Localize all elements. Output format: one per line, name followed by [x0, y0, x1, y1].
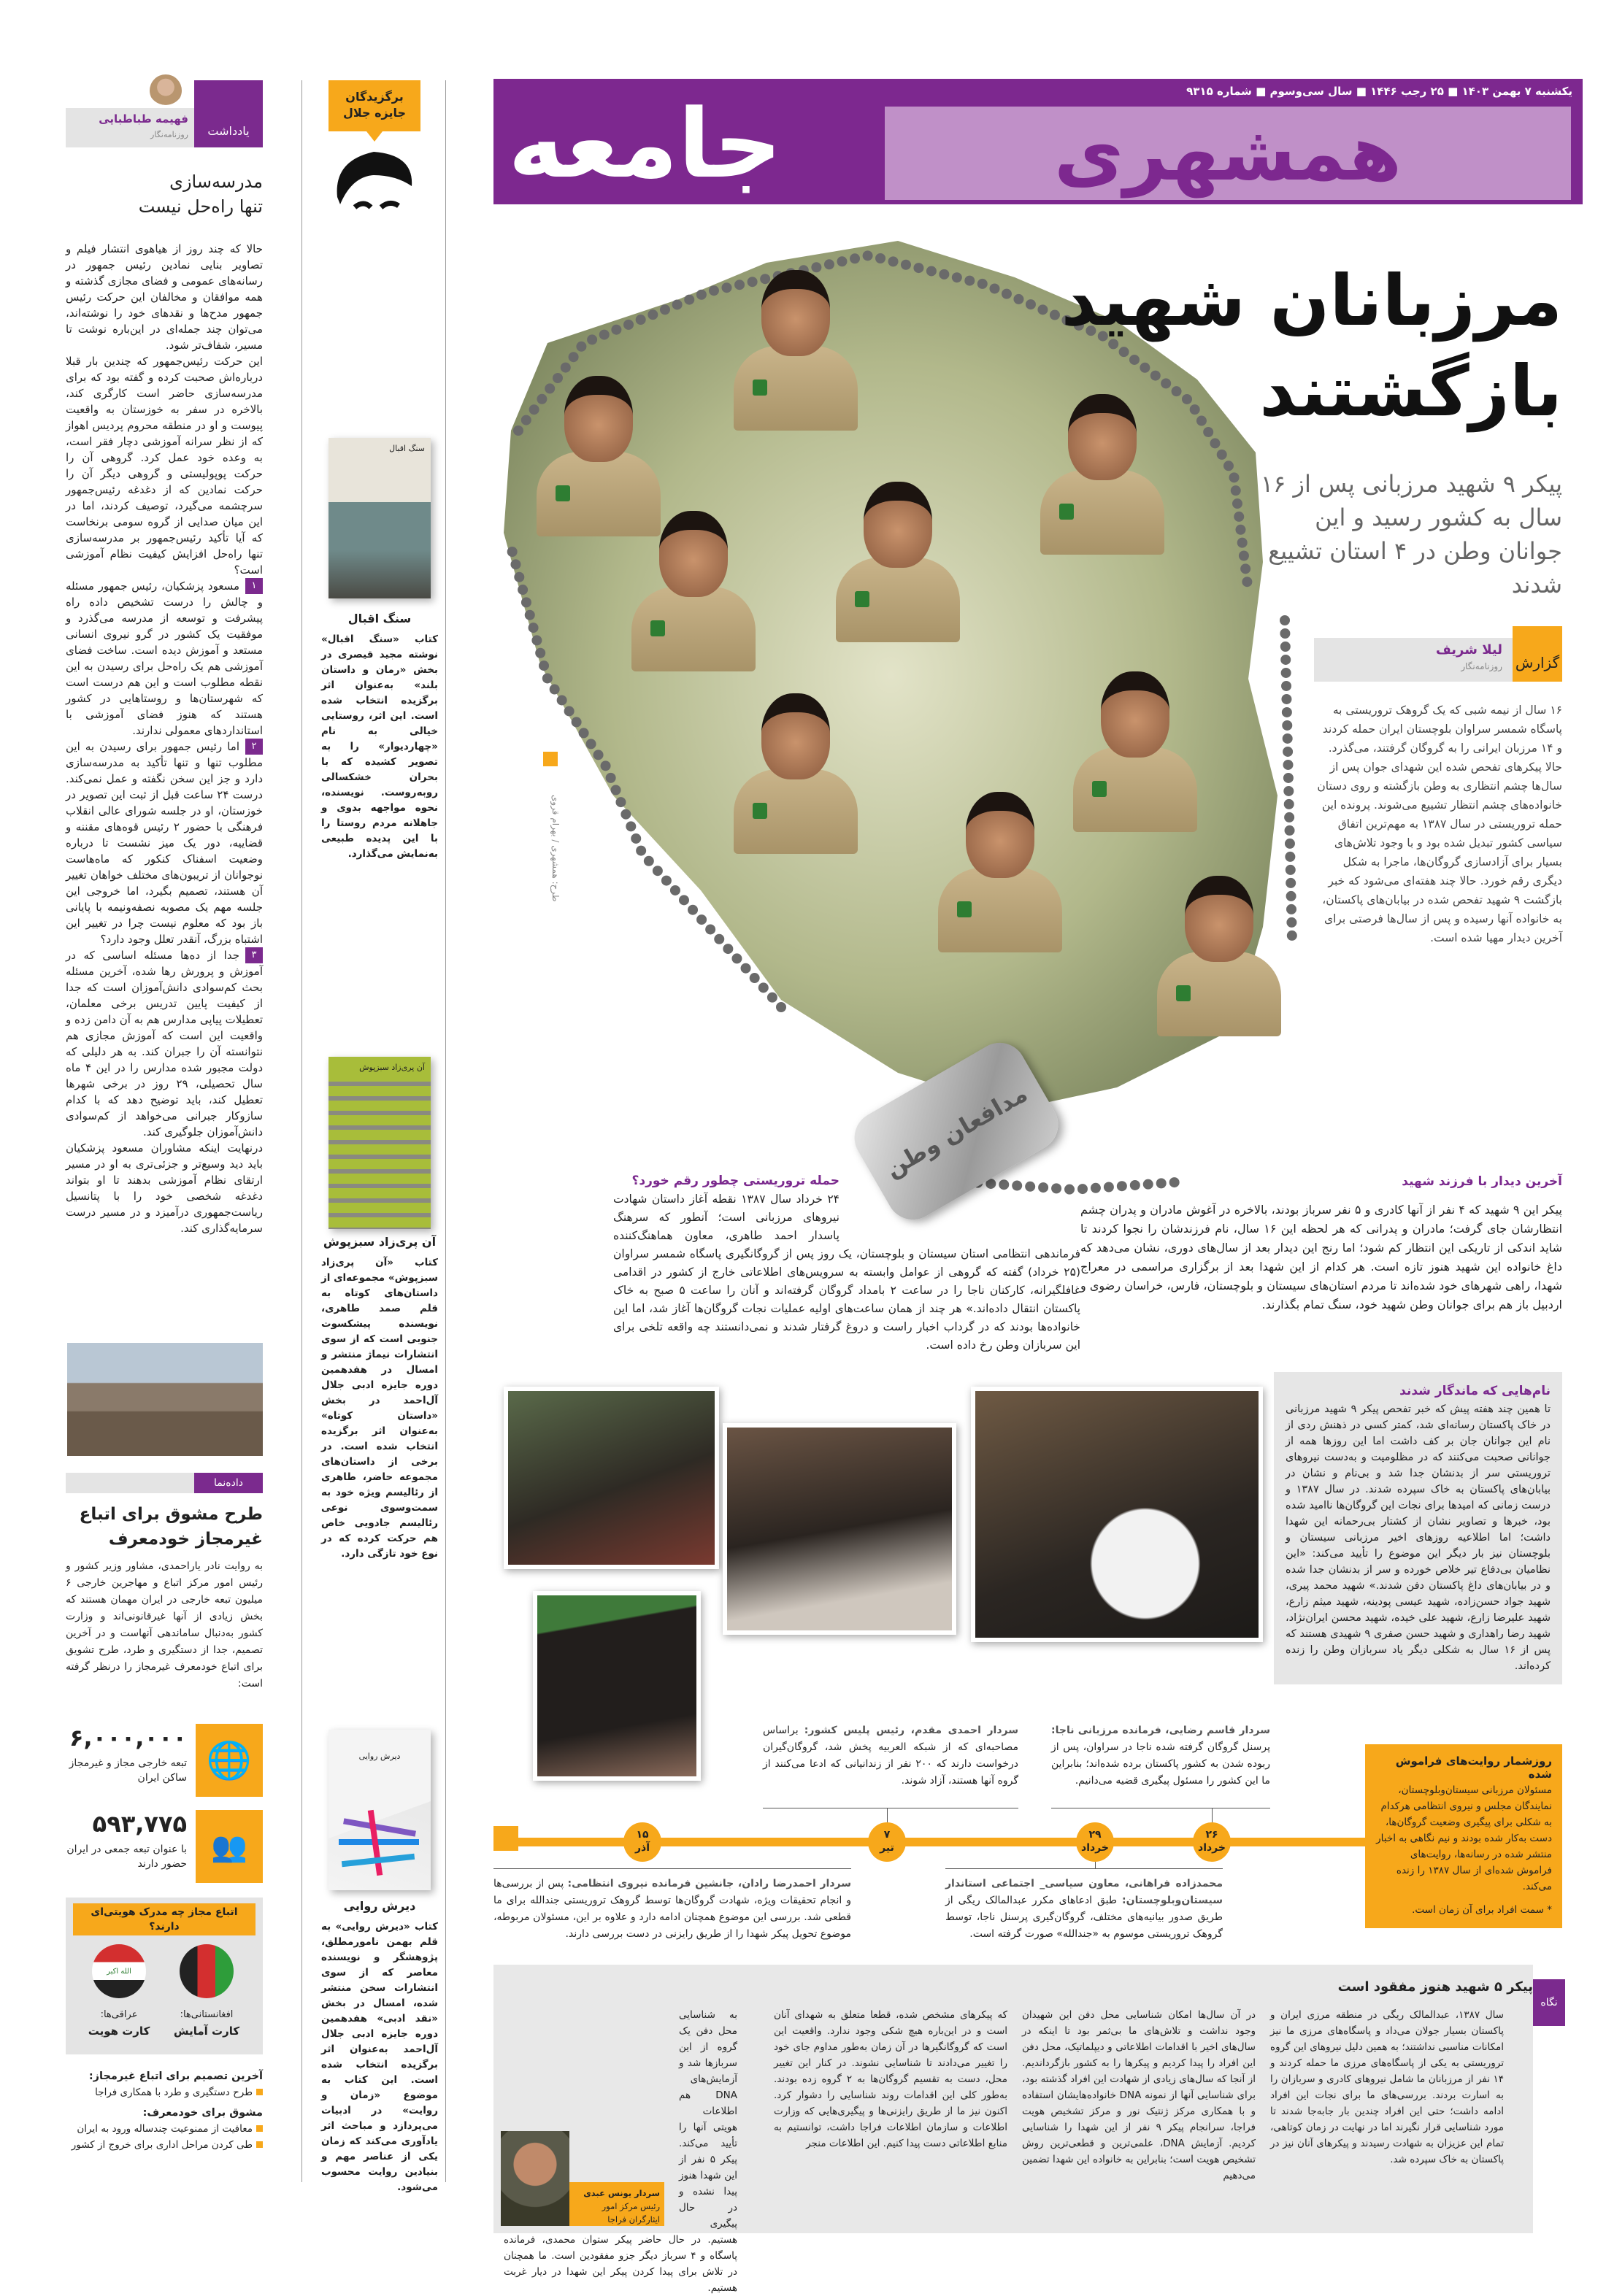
section-label: گزارش	[1513, 626, 1562, 682]
section-label: یادداشت	[194, 80, 263, 147]
note-byline	[66, 108, 194, 147]
timeline-end-marker	[493, 1826, 518, 1851]
paragraph: این حرکت رئیس‌جمهور که چندین بار قبلا درباره‌اش صحبت کرده و گفته بود که برای مدرسه‌سازی حاضر است کارگری کند، بالاخره در سفر به خوزستان به واقعیت پیوست و او در منطقه محروم پردیس اهواز که از نظر سرانه آموزشی دچار فقر است، به وعده خود عمل کرد. گروهی آن را حرکت پوپولیستی و گروهی دیگر آن را حرکت نمادین که از دغدغه رئیس‌جمهور سرچشمه می‌گیرد، توصیف کردند، اما در این میان صدایی از گروه سومی برنخاست که آیا تأکید رئیس‌جمهور بر مدرسه‌سازی تنها راه‌حل افزایش کیفیت نظام آموزشی است؟	[66, 355, 263, 577]
iraq-flag-icon	[92, 1944, 146, 1998]
paragraph-text: پیکر این ۹ شهید که ۴ نفر از آنها کادری و ۵ نفر سرباز بودند، بالاخره در آغوش مادران و پدران چشم انتظارشان جای گرفت؛ مادران و پدرانی که هر لحظه این ۱۶ سال، نام فرزندشان را نجوا کردند تا شاید اندکی از تاریکی این انتظار کم شود؛ اما رنج این دیدار بعد از سال‌های دوری، نشان می‌دهد که داغ خانواده این شهید هنوز تازه است. هر کدام از این شهدا بعد از برگزاری مراسمی در معراج شهدا، راهی شهرهای خود شده‌اند تا مردم استان‌های سیستان و بلوچستان، فارس، خراسان رضوی و اردبیل باز هم برای جوانان وطن شهید خود، سنگ تمام بگذارند.	[1080, 1203, 1563, 1311]
stat-block	[66, 1724, 263, 1797]
date-month: خرداد	[1081, 1842, 1109, 1854]
report-byline	[1314, 638, 1562, 682]
timeline-note: * سمت افراد برای آن زمان است.	[1412, 1904, 1552, 1916]
paragraph-text: به شناسایی محل دفن یک گروه از این سربازها شد و آزمایش‌های DNA هم اطلاعات هویتی آنها را تأیید می‌کند. پیکر ۵ نفر از این شهدا هنوز پیدا نشده و در حال پیگیری هستیم. در حال حاضر پیکر ستوان محمدی، فرمانده پاسگاه و ۴ سرباز دیگر جزو مفقودین است. ما همچنان در تلاش برای پیدا کردن پیکر این شهدا در دیار غربت هستیم.	[504, 2009, 738, 2294]
cover-title: دیرش روایی	[358, 1752, 401, 1761]
caption-name: سردار یونس عبدی	[583, 2188, 660, 2198]
date-line: یکشنبه ۷ بهمن ۱۴۰۳ ■ ۲۵ رجب ۱۴۴۶ ■ سال سی‌وسوم ■ شماره ۹۳۱۵	[1186, 85, 1572, 98]
paragraph: حالا که چند روز از هیاهوی انتشار فیلم و تصاویر بنایی نمادین رئیس جمهور در رسانه‌های عمومی و فضای مجازی گذشته و همه موافقان و مخالفان این حرکت رئیس جمهور مدح‌ها و نقدهای خود را نوشته‌اند، می‌توان چند جمله‌ای در این‌باره نوشت تا مسیر، شفاف‌تر شود.	[66, 242, 263, 352]
dog-tag-text: مدافعان وطن	[880, 1079, 1032, 1183]
timeline-entry	[763, 1722, 1018, 1790]
quote: طبق ادعاهای مکرر عبدالمالک ریگی از طریق صدور بیانیه‌های مختلف، گروگان‌گیری پرسنل ناجا، توسط گروهک تروریستی موسوم به «جندالله» صورت گرفته است.	[945, 1895, 1223, 1940]
group-icon: 👥	[196, 1810, 263, 1883]
policy-list	[66, 2064, 263, 2153]
soldier-portrait	[734, 270, 858, 431]
date-month: تیر	[880, 1842, 894, 1854]
id-documents-box	[66, 1898, 263, 2054]
nationality: افغانستانی‌ها:	[180, 2009, 234, 2020]
book-description: کتاب «دیرش روایی» به قلم بهمن نامورمطلق، پژوهشگر و نویسنده معاصر که از سوی انتشارات سخن منتشر شده، امسال در بخش «نقد ادبی» هفدهمین دوره جایزه ادبی جلال آل‌احمد به‌عنوان اثر برگزیده انتخاب شده است. این کتاب به موضوع «زمان و روایت» در ادبیات می‌پردازد و مباحث اثر یادآوری می‌کند که زمان یکی از عناصر مهم و بنیادین روایت محسوب می‌شود.	[321, 1921, 438, 2193]
book-description: کتاب «آن پری‌زاد سبزپوش» مجموعه‌ای از داستان‌های کوتاه به قلم صمد طاهری، نویسنده پیشکسوت جنوبی است که از سوی انتشارات نیماژ منتشر و امسال در هفدهمین دوره جایزه ادبی جلال آل‌احمد در بخش «داستان کوتاه» به‌عنوان اثر برگزیده انتخاب شده است. در برخی از داستان‌های مجموعه حاضر، طاهری از رئالیسم ویژه خود به سمت‌وسوی نوعی رئالیسم جادویی خاص هم حرکت کرده که در نوع خود تازگی دارد.	[321, 1257, 438, 1560]
section-tab: نگاه	[1533, 1979, 1565, 2026]
divider	[493, 1868, 851, 1869]
quote: پرسنل گروگان گرفته شده ناجا در سراوان، پس از ربوده شدن به کشور پاکستان برده شده‌اند؛ بنابراین ما این کشور را مسئول پیگیری قضیه می‌دانیم.	[1051, 1741, 1270, 1787]
stat-block	[66, 1810, 263, 1883]
president-construction-photo	[67, 1343, 263, 1456]
subsection-title: حمله تروریستی چطور رقم خورد؟	[631, 1174, 840, 1188]
subsection-title: آخرین دیدار با فرزند شهید	[1402, 1174, 1562, 1189]
panel-column: سال ۱۳۸۷، عبدالمالک ریگی در منطقه مرزی ایران و پاکستان بسیار جولان می‌داد و پاسگاه‌های مرزی ما نیز امکانات مناسبی نداشتند؛ به همین دلیل نیروهای این گروه تروریستی به یکی از پاسگاه‌های مرزی ما حمله کردند و ۱۴ نفر از مرزبانان ما شامل نیروهای کادری و سربازان را به اسارت بردند. بررسی‌های ما برای نجات این افراد ادامه داشت؛ حتی این افراد چندین بار جابه‌جا شدند تا مورد شناسایی قرار نگیرند اما در نهایت در زمان کوتاهی، تمام این عزیزان به شهادت رسیدند و پیکرهای آنان نیز در پاکستان به خاک سپرده شد.	[1270, 2009, 1504, 2165]
date-month: خرداد	[1198, 1842, 1226, 1854]
speaker: محمدزاده فراهانی، معاون سیاسی_ اجتماعی استاندار سیستان‌وبلوچستان:	[945, 1878, 1223, 1906]
funeral-photo	[504, 1387, 719, 1569]
point-text: جدا از ده‌ها مسئله اساسی که در آموزش و پرورش رها شده، آخرین مسئله بحث کم‌سوادی دانش‌آموزان است که جدا از کیفیت پایین تدریس برخی معلمان، تعطیلات پیاپی مدارس هم به آن دامن زده و واقعیت این است که آموزش مجازی هم نتوانسته آن را جبران کند. به هر دلیلی که دولت مجبور شده مدارس را در این ۴ ماه سال تحصیلی، ۲۹ روز در برخی شهرها تعطیل کند، باید توضیح دهد که با کدام سازوکار جبرانی می‌خواهد از کم‌سوادی دانش‌آموزان جلوگیری کند.	[66, 949, 263, 1139]
timeline-date	[1076, 1822, 1114, 1862]
report-lead: ۱۶ سال از نیمه شبی که یک گروهک تروریستی به پاسگاه شمسر سراوان بلوچستان ایران حمله کردند و ۱۴ مرزبان ایرانی را به گروگان گرفتند، می‌گذرد. حالا پیکرهای تفحص شده این شهدای جوان پس از سال‌ها چشم انتظاری به وطن بازگشته و روی دستان خانواده‌های چشم انتظار تشییع می‌شوند. پرونده این حمله تروریستی در سال ۱۳۸۷ به مهم‌ترین اتفاق سیاسی کشور تبدیل شده بود و با وجود تلاش‌های بسیار برای آزادسازی گروگان‌ها، ماجرا به شکل دیگری رقم خورد. حالا چند هفته‌ای می‌شود که خبر بازگشت ۹ شهید تفحص شده در بیابان‌های پاکستان، به خانواده آنها رسیده و پس از سال‌ها فرصتی برای آخرین دیدار مهیا شده است.	[1317, 704, 1562, 944]
note-body	[66, 241, 263, 1236]
photo-caption	[569, 2182, 664, 2226]
point-number: ۱	[245, 578, 263, 594]
title-line: تنها راه‌حل نیست	[138, 196, 263, 217]
point-number: ۳	[245, 947, 263, 963]
stat-value: ۶,۰۰۰,۰۰۰	[69, 1724, 187, 1752]
mourning-mother-photo	[971, 1387, 1263, 1642]
section-logo: جامعه	[508, 88, 783, 199]
document-type: کارت آمایش	[173, 2025, 240, 2038]
book-cover	[328, 1057, 431, 1229]
soldier-portrait	[734, 693, 858, 854]
soldier-portrait	[1157, 876, 1281, 1036]
date-day: ۷	[883, 1829, 891, 1841]
book-title: آن پری‌زاد سبزپوش	[323, 1235, 437, 1249]
speaker: سردار قاسم رضایی، فرمانده مرزبانی ناجا:	[1051, 1725, 1270, 1736]
soldier-portrait	[1073, 671, 1197, 832]
timeline-entry	[945, 1876, 1223, 1943]
book-description: کتاب «سنگ اقبال» نوشته مجید قیصری در بخش «رمان و داستان بلند» به‌عنوان اثر برگزیده انتخاب شده است. این اثر، روستایی خیالی به نام «چهاردیوار» را به تصویر کشیده که با بحران خشکسالی روبه‌روست. نویسنده، نحوه مواجهه بدوی و جاهلانه مردم روستا را با این پدیده طبیعی به‌نمایش می‌گذارد.	[321, 633, 438, 860]
soldier-portrait	[938, 792, 1062, 952]
box-title: اتباع مجاز چه مدرک هویتی‌ای دارند؟	[73, 1903, 256, 1935]
list-title: آخرین تصمیم برای اتباع غیرمجاز:	[88, 2070, 263, 2082]
author-name: فهیمه طباطبایی	[99, 112, 188, 126]
globe-people-icon: 🌐	[196, 1724, 263, 1797]
numbered-point	[66, 578, 263, 739]
panel-column: در آن سال‌ها امکان شناسایی محل دفن این شهیدان وجود نداشت و تلاش‌های ما بی‌ثمر بود تا اینکه در سال‌های اخیر با اقدامات اطلاعاتی و دیپلماتیک، محل دفن این افراد را پیدا کردیم و پیکرها را به کشور بازگرداندیم. از آنجا که سال‌های زیادی از شهادت این افراد گذشته بود، برای شناسایی آنها از نمونه DNA خانواده‌هایشان استفاده و با همکاری مرکز ژنتیک نور و مرکز تشخیص هویت فراجا، سرانجام پیکر ۹ نفر از این شهدا را شناسایی کردیم. آزمایش DNA، علمی‌ترین و قطعی‌ترین روش تشخیص هویت است؛ بنابراین به خانواده این شهدا تضمین می‌دهیم	[1022, 2009, 1256, 2181]
list-title: مشوق برای خودمعرف:	[142, 2107, 263, 2119]
timeline-date	[868, 1822, 906, 1862]
funeral-photo	[533, 1591, 701, 1781]
article-paragraph	[1080, 1201, 1562, 1314]
stat-label: با عنوان تبعه جمعی در ایران حضور دارند	[66, 1844, 187, 1870]
note-title	[66, 169, 263, 219]
document-type: کارت هویت	[88, 2025, 150, 2038]
list-item: معافیت از ممنوعیت چندساله ورود به ایران	[66, 2121, 263, 2137]
date-day: ۲۹	[1088, 1829, 1102, 1841]
divider	[945, 1868, 1223, 1869]
book-title: دیرش روایی	[343, 1899, 416, 1913]
award-header: برگزیدگان جایزه جلال	[328, 80, 420, 131]
point-text: مسعود پزشکیان، رئیس جمهور مسئله و چالش را درست تشخیص داده راه پیشرفت و توسعه از مدرسه می‌گذرد و موفقیت یک کشور در گرو نیروی انسانی مستعد و آموزش دیده است. ساخت فضای آموزشی هم یک راه‌حل برای رسیدن به این نقطه مطلوب است و این هم درست است که شهرستان‌ها و روستاهایی در کشور هستند که هنوز فضای آموزشی با استانداردهای معمولی ندارند.	[66, 579, 263, 737]
date-month: آذر	[634, 1842, 650, 1854]
date-day: ۱۵	[636, 1829, 649, 1841]
subheadline: پیکر ۹ شهید مرزبانی پس از ۱۶ سال به کشور رسید و این جوانان وطن در ۴ استان تشییع شدند	[1260, 470, 1562, 598]
divider	[887, 1808, 888, 1822]
book-cover	[328, 438, 431, 598]
dog-tag-wrap-space	[840, 1171, 1080, 1244]
headline-line: مرزبانان شهید	[1061, 260, 1562, 342]
subsection-title: نام‌هایی که ماندگار شدند	[1399, 1384, 1551, 1398]
timeline-entry	[1051, 1722, 1270, 1790]
book-cover	[328, 1730, 431, 1890]
column-divider	[301, 80, 302, 2182]
art-credit: طرح: همشهری / بهرام قروی	[550, 795, 561, 902]
numbered-point	[66, 947, 263, 1140]
flag-text: الله اکبر	[107, 1967, 131, 1976]
nationality: عراقی‌ها:	[100, 2009, 138, 2020]
list-item: طرح دستگیری و طرد با همکاری فراجا	[66, 2084, 263, 2100]
jalal-silhouette-icon	[330, 146, 418, 219]
divider	[1212, 1808, 1213, 1822]
list-item: طی کردن مراحل اداری برای خروج از کشور	[66, 2137, 263, 2153]
names-box	[1274, 1372, 1562, 1684]
quote: پس از بررسی‌ها و انجام تحقیقات ویژه، شهادت گروگان‌ها توسط گروهک تروریستی جندالله برای ما قطعی شد. بررسی این موضوع همچنان ادامه دارد و علاوه بر این، مسئولان مربوطه، موضوع تحویل پیکر شهدا را از طریق رایزنی در دست بررسی دارند.	[493, 1878, 851, 1940]
speaker: سردار احمدی مقدم، رئیس پلیس کشور:	[804, 1725, 1018, 1736]
avatar	[150, 74, 182, 107]
timeline-title: روزشمار روایت‌های فراموش شده	[1395, 1754, 1552, 1781]
datanama-header	[66, 1473, 263, 1493]
masthead	[493, 79, 1583, 204]
timeline-entry	[493, 1876, 851, 1943]
author-name: لیلا شریف	[1435, 642, 1502, 658]
timeline-date	[623, 1822, 661, 1862]
speaker: سردار احمدرضا رادان، جانشین فرمانده نیروی انتظامی:	[567, 1878, 851, 1889]
paragraph-text: ۲۴ خرداد سال ۱۳۸۷ نقطه آغاز داستان شهادت نیروهای مرزبانی است؛ آنطور که سرهنگ پاسدار احمد طاهری، معاون هماهنگ‌کننده فرماندهی انتظامی استان سیستان و بلوچستان، یک روز پس از گروگانگیری پاسگاه شمسر سراوان (۲۵ خرداد) گفته که گروهی از عوامل وابسته به سرویس‌های اطلاعاتی خارج از کشور در اقدامی غافلگیرانه، کارکنان ناجا را در ساعت ۲ بامداد گروگان گرفته‌اند و آنان را ساعت ۵ صبح به خاک پاکستان انتقال داده‌اند.» هر چند از همان ساعت‌های اولیه عملیات نجات گروگان‌ها آغاز شد، اما این خانواده‌ها بودند که در گرداب اخبار راست و دروغ گرفتار شدند و نمی‌دانستند چه واقعه تلخی برای این سربازان وطن رخ داده است.	[613, 1193, 1080, 1352]
newspaper-logo: همشهری	[885, 107, 1571, 200]
cover-title: آن پری‌زاد سبزپوش	[328, 1057, 431, 1078]
author-role: روزنامه‌نگار	[150, 130, 188, 139]
timeline-intro-box	[1365, 1744, 1562, 1928]
column-divider	[445, 80, 446, 2182]
article-section	[613, 1171, 1080, 1355]
section-label: داده‌نما	[194, 1473, 263, 1493]
paragraph: درنهایت اینکه مشاوران مسعود پزشکیان باید دید وسیع‌تر و جزئی‌تری به او در مسیر ارتقای نظام آموزشی بدهند تا او بتواند دغدغه شخصی خود را با پتانسیل ریاست‌جمهوری درآمیزد و در مسیر درست سرمایه‌گذاری کند.	[66, 1141, 263, 1235]
page-headline	[905, 255, 1562, 436]
official-portrait	[501, 2131, 569, 2226]
article-paragraph: تا همین چند هفته پیش که خبر تفحص پیکر ۹ شهید مرزبانی در خاک پاکستان رسانه‌ای شد، کمتر کسی در ذهنش ردی از نام این جوانان جان بر کف داشت اما این روزها همه از جوانانی صحبت می‌کنند که در مظلومیت و به‌دست نیروهای تروریستی سر از بدنشان جدا شد و بی‌نام و نشان در بیابان‌های پاکستان به خاک سپرده شدند. در سال ۱۳۸۷ و درست زمانی که امیدها برای نجات این گروگان‌ها ناامید شده بود، خبرها و تصاویر نشان از کشتار بی‌رحمانه این شهدا داشت؛ اما اطلاعیه روزهای اخیر مرزبانی سیستان و بلوچستان نیز بار دیگر این موضوع را تأیید می‌کند: «این نظامیان بی‌دفاع تیر خلاص خورده و سر از بدنشان جدا شده و در بیابان‌های داغ پاکستان دفن شدند.» شهید محمد پیری، شهید جواد حسن‌زاده، شهید عیسی پودینه، شهید میثم زارع، شهید علیرضا زارع، شهید علی خیده، شهید محسن ایران‌نژاد، شهید رضا راهداری و شهید حسن صفری ۹ شهیدی هستند که پس از ۱۶ سال به شکلی دیگر یاد سربازان وطن را زنده کرده‌اند.	[1286, 1403, 1551, 1672]
stat-label: تبعه خارجی مجاز و غیرمجاز ساکن ایران	[69, 1757, 187, 1784]
stat-value: ۵۹۳,۷۷۵	[92, 1810, 187, 1838]
afghan-doc	[166, 2007, 247, 2039]
date-day: ۲۶	[1205, 1829, 1218, 1841]
credit-marker	[543, 752, 558, 766]
quote: براساس مصاحبه‌ای که از شبکه العربیه پخش شد، گروگان‌گیران درخواست دارند که ۲۰۰ نفر از زندانیانی که ادعا می‌کنند از گروه آنها هستند، آزاد شوند.	[763, 1725, 1018, 1787]
headline-line: بازگشتند	[1259, 350, 1562, 432]
numbered-point	[66, 739, 263, 947]
iraqi-doc	[79, 2007, 159, 2039]
panel-column: که پیکرهای مشخص شده، قطعا متعلق به شهدای آنان است و در این‌باره هیچ شکی وجود ندارد. واقعیت این است که گروگانگیرها در آن زمان به‌طور مداوم جای خود را تغییر می‌دادند تا شناسایی نشوند. در کنار این تغییر محل، دست به تقسیم گروگان‌ها به ۲ گروه زده بودند. به‌طور کلی این اقدامات روند شناسایی را دشوار کرد. اکنون نیز ما از طریق رایزنی‌ها و پیگیری‌هایی که وزارت اطلاعات و سازمان اطلاعات فراجا داشت، توانستیم به منابع اطلاعاتی دست پیدا کنیم. این اطلاعات منجر	[774, 2009, 1007, 2149]
soldier-portrait	[836, 482, 960, 642]
funeral-photo	[723, 1423, 956, 1635]
author-role: روزنامه‌نگار	[1461, 661, 1502, 671]
point-text: اما رئیس جمهور برای رسیدن به این مطلوب تنها و تنها تأکید به مدرسه‌سازی دارد و جز این سخن نگفته و عمل نمی‌کند. درست ۲۴ ساعت قبل از ثبت این تصویر در خوزستان، او در جلسه شورای عالی انقلاب فرهنگی با حضور ۲ رئیس قوه‌های مقننه و قضاییه، دور یک میز نشست تا درباره وضعیت اسفناک کنکور که ماه‌هاست نوجوانان از تریبون‌های مختلف خواهان تغییر آن هستند، تصمیم بگیرد، اما خروجی این جلسه مهم یک مصوبه نصفه‌ونیمه با پایانی باز بود که معلوم نیست چرا در تغییر این اشتباه بزرگ، آنقدر تعلل وجود دارد؟	[66, 740, 263, 946]
panel-title: پیکر ۵ شهید هنوز مفقود است	[1337, 1979, 1533, 1995]
divider	[1095, 1862, 1096, 1868]
datanama-body: به روایت نادر یاراحمدی، مشاور وزیر کشور و رئیس امور مرکز اتباع و مهاجرین خارجی ۶ میلیون تبعه خارجی در ایران مهمان هستند که بخش زیادی از آنها غیرقانونی‌اند و وزارت کشور به‌دنبال ساماندهی آنهاست و در آخرین تصمیم، جدا از دستگیری و طرد، طرح تشویق برای اتباع خودمعرف غیرمجاز را درنظر گرفته است:	[66, 1560, 263, 1690]
timeline-date	[1193, 1822, 1231, 1862]
soldier-portrait	[631, 511, 756, 671]
point-number: ۲	[245, 739, 263, 755]
book-title: سنگ اقبال	[347, 612, 412, 625]
cover-title: سنگ اقبال	[389, 444, 425, 453]
afghanistan-flag-icon	[180, 1944, 234, 1998]
title-line: مدرسه‌سازی	[169, 172, 263, 192]
timeline-intro: مسئولان مرزبانی سیستان‌وبلوچستان، نمایندگان مجلس و نیروی انتظامی هرکدام به شکلی برای پیگیری وضعیت گروگان‌ها، دست به‌کار شده بودند و نیم نگاهی به اخبار منتشر شده در رسانه‌ها، روایت‌های فراموش شده‌ای از سال ۱۳۸۷ را زنده می‌کند.	[1376, 1784, 1552, 1892]
caption-role: رئیس مرکز امور ایثارگران فراجا	[602, 2201, 660, 2224]
datanama-title: طرح مشوق برای اتباع غیرمجاز خودمعرف	[79, 1505, 263, 1549]
